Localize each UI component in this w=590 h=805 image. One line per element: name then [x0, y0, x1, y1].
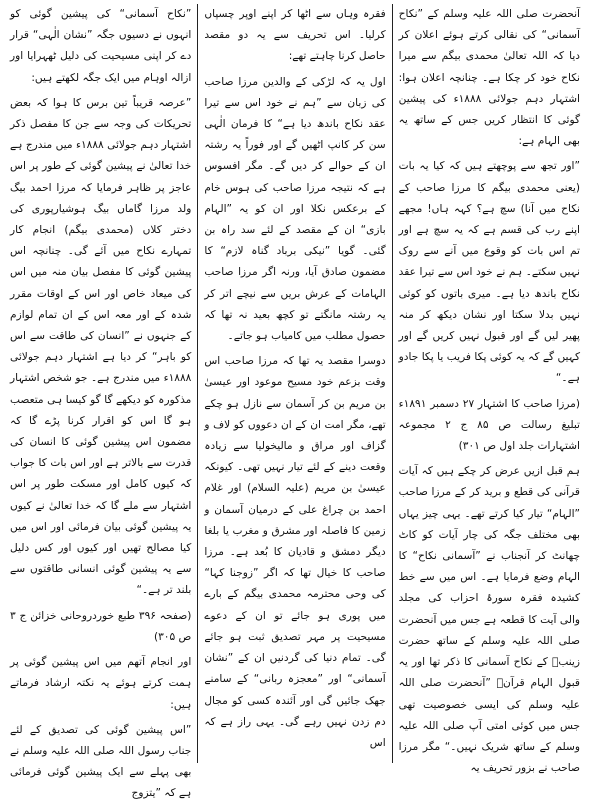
quote-paragraph: ”عرصہ قریباً تین برس کا ہوا کہ بعض تحریکات کی وجہ سے جن کا مفصل ذکر اشتہار دہم جولائی ۱۸۸۸ء میں مندرج ہے خدا تعالیٰ نے پیشین گوئی کے طور پر اس عاجز پر ظاہر فرمایا کہ مرزا احمد بیگ ولد مرزا گاماں بیگ ہوشیارپوری کی دختر کلاں (محمدی بیگم) انجام کار تمہارے نکاح میں آئے گی۔ چنانچہ اس پیشین گوئی کا مفصل بیان منہ میں اس کی میعاد خاص اور اس کے اوقات مقرر شدہ کے اور معہ اس کے ان تمام لوازم کے جنہوں نے ”انسان کی طاقت سے اس کو باہر“ کر دیا ہے اشتہار دہم جولائی ۱۸۸۸ء میں مندرج ہے۔ جو شخص اشتہار مذکورہ کو دیکھے گا گو کیسا ہی متعصب ہو گا اس کو اقرار کرنا پڑے گا کہ مضمون اس پیشین گوئی کا انسان کی قدرت سے بالاتر ہے اور اس بات کا جواب کہ کیوں کامل اور مسکت طور پر اس اشتہار سے ملے گا کہ خدا تعالیٰ نے کیوں یہ پیشین گوئی بیان فرمائی اور اس میں کیا مصالح تھیں اور کیوں اور کس دلیل سے یہ پیشین گوئی انسانی طاقتوں سے بلند تر ہے۔“	[10, 96, 192, 597]
citation: (مرزا صاحب کا اشتہار ۲۷ دسمبر ۱۸۹۱ء تبلیغ رسالت ص ۸۵ ج ۲ مجموعہ اشتہارات جلد اول ص ۳۰۱)	[398, 397, 580, 453]
paragraph: دوسرا مقصد یہ تھا کہ مرزا صاحب اس وقت بزعم خود مسیح موعود اور عیسیٰ بن مریم بن کر آسمان سے نازل ہو چکے تھے، مگر امت ان کے ان دعووں کو لاف و گزاف اور مراق و مالیخولیا سے زیادہ وقعت دینے کے لئے تیار نہیں تھی۔ کیونکہ عیسیٰ بن مریم (علیہ السلام) اور غلام احمد بن چراغ علی کے درمیان آسمان و زمین کا فاصلہ اور مشرق و مغرب یا بلغا دیگر دمشق و قادیان کا بُعد ہے۔ مرزا صاحب کا خیال تھا کہ اگر ”زوجنا کہا“ کی وحی محترمہ محمدی بیگم کے بارے میں پوری ہو جائے تو ان کے دعوے مسیحیت پر مہر تصدیق ثبت ہو جائے گی۔ تمام دنیا کی گردنیں ان کے ”نشان آسمانی“ اور ”معجزہ ربانی“ کے سامنے جھک جائیں گی اور آئندہ کسی کو مجال دم زدن نہیں رہے گی۔ یہی راز ہے کہ اس	[204, 355, 386, 749]
paragraph: اول یہ کہ لڑکی کے والدین مرزا صاحب کی زبان سے ”ہم نے خود اس سے تیرا عقد نکاح باندھ دیا ہے“ کا فرمان الٰہی سن کر کانپ اٹھیں گے اور فوراً یہ رشتہ ان کے حوالے کر دیں گے۔ مگر افسوس ہے کہ نتیجہ مرزا صاحب کی ہوس خام کے برعکس نکلا اور ان کو یہ ”الہام بازی“ ان کے مقصد کے لئے سد راہ بن گئی۔ گویا ”نیکی برباد گناہ لازم“ کا مضمون صادق آیا، ورنہ اگر مرزا صاحب الہامات کے عرش بریں سے نیچے اتر کر یہ رشتہ مانگتے تو کچھ بعید نہ تھا کہ حصول مطلب میں کامیاب ہو جاتے۔	[204, 75, 386, 343]
paragraph: ہم قبل ازیں عرض کر چکے ہیں کہ آیات قرآنی کی قطع و برید کر کے مرزا صاحب ”الہام“ تیار کیا کرتے تھے۔ یہی چیز یہاں بھی مختلف جگہ کی چار آیات کو کاٹ چھانٹ کر آنجناب نے ”آسمانی نکاح“ کا الہام وضع فرمایا ہے۔ اس میں سے خط کشیدہ فقرہ سورۂ احزاب کی مجلد والی آیت کا قطعہ ہے جس میں آنحضرت صلی اللہ علیہ وسلم کے ساتھ حضرت زینبؓ کے نکاح آسمانی کا ذکر تھا اور یہ قبول الہام قرآنؓ ”آنحضرت صلی اللہ علیہ وسلم کی ایسی خصوصیت تھی جس میں کوئی امتی آپ صلی اللہ علیہ وسلم کے ساتھ شریک نہیں۔“ مگر مرزا صاحب نے بزور تحریف یہ	[398, 465, 580, 775]
column-right	[393, 4, 586, 775]
paragraph: آنحضرت صلی اللہ علیہ وسلم کے ”نکاح آسمانی“ کی نقالی کرتے ہوئے اعلان کر دیا کہ اللہ تعالیٰ محمدی بیگم سے میرا نکاح خود کر چکا ہے۔ چنانچہ اعلان ہوا: اشتہار دہم جولائی ۱۸۸۸ء کی پیشین گوئی کا انتظار کریں جس کے ساتھ یہ بھی الہام ہے:	[398, 8, 580, 148]
paragraph: ”نکاح آسمانی“ کی پیشین گوئی کو انہوں نے دسیوں جگہ ”نشان الٰہی“ قرار دے کر اپنی مسیحیت کی دلیل ٹھہرایا اور ازالہ اوہام میں ایک جگہ لکھتے ہیں:	[10, 8, 192, 84]
quote-paragraph: ”اس پیشین گوئی کی تصدیق کے لئے جناب رسول اللہ صلی اللہ علیہ وسلم نے بھی پہلے سے ایک پیشین گوئی فرمائی ہے کہ ”یتزوج	[10, 723, 192, 800]
paragraph: فقرہ وہاں سے اٹھا کر اپنے اوپر چسپاں کرلیا۔ اس تحریف سے یہ دو مقصد حاصل کرنا چاہتے تھے:	[204, 8, 386, 63]
column-middle	[198, 4, 391, 763]
quote-paragraph: ”اور تجھ سے پوچھتے ہیں کہ کیا یہ بات (یعنی محمدی بیگم کا مرزا صاحب کے نکاح میں آنا) سچ ہے؟ کہہ ہاں! مجھے اپنے رب کی قسم ہے کہ یہ سچ ہے اور تم اس بات کو وقوع میں آنے سے روک نہیں سکتے۔ ہم نے خود اس سے تیرا عقد نکاح باندھ دیا ہے۔ میری باتوں کو کوئی نہیں بدلا سکتا اور نشان دیکھ کر منہ پھیر لیں گے اور قبول نہیں کریں گے اور کہیں گے کہ یہ کوئی پکا فریب یا پکا جادو ہے۔“	[398, 160, 580, 385]
citation: (صفحہ ۳۹۶ طبع خوردروحانی خزائن ج ۳ ص ۳۰۵)	[10, 609, 192, 643]
paragraph: اور انجام آتھم میں اس پیشین گوئی پر ہمت کرتے ہوئے یہ نکتہ ارشاد فرماتے ہیں:	[10, 656, 192, 711]
column-left	[4, 4, 197, 800]
three-column-layout	[4, 4, 586, 800]
